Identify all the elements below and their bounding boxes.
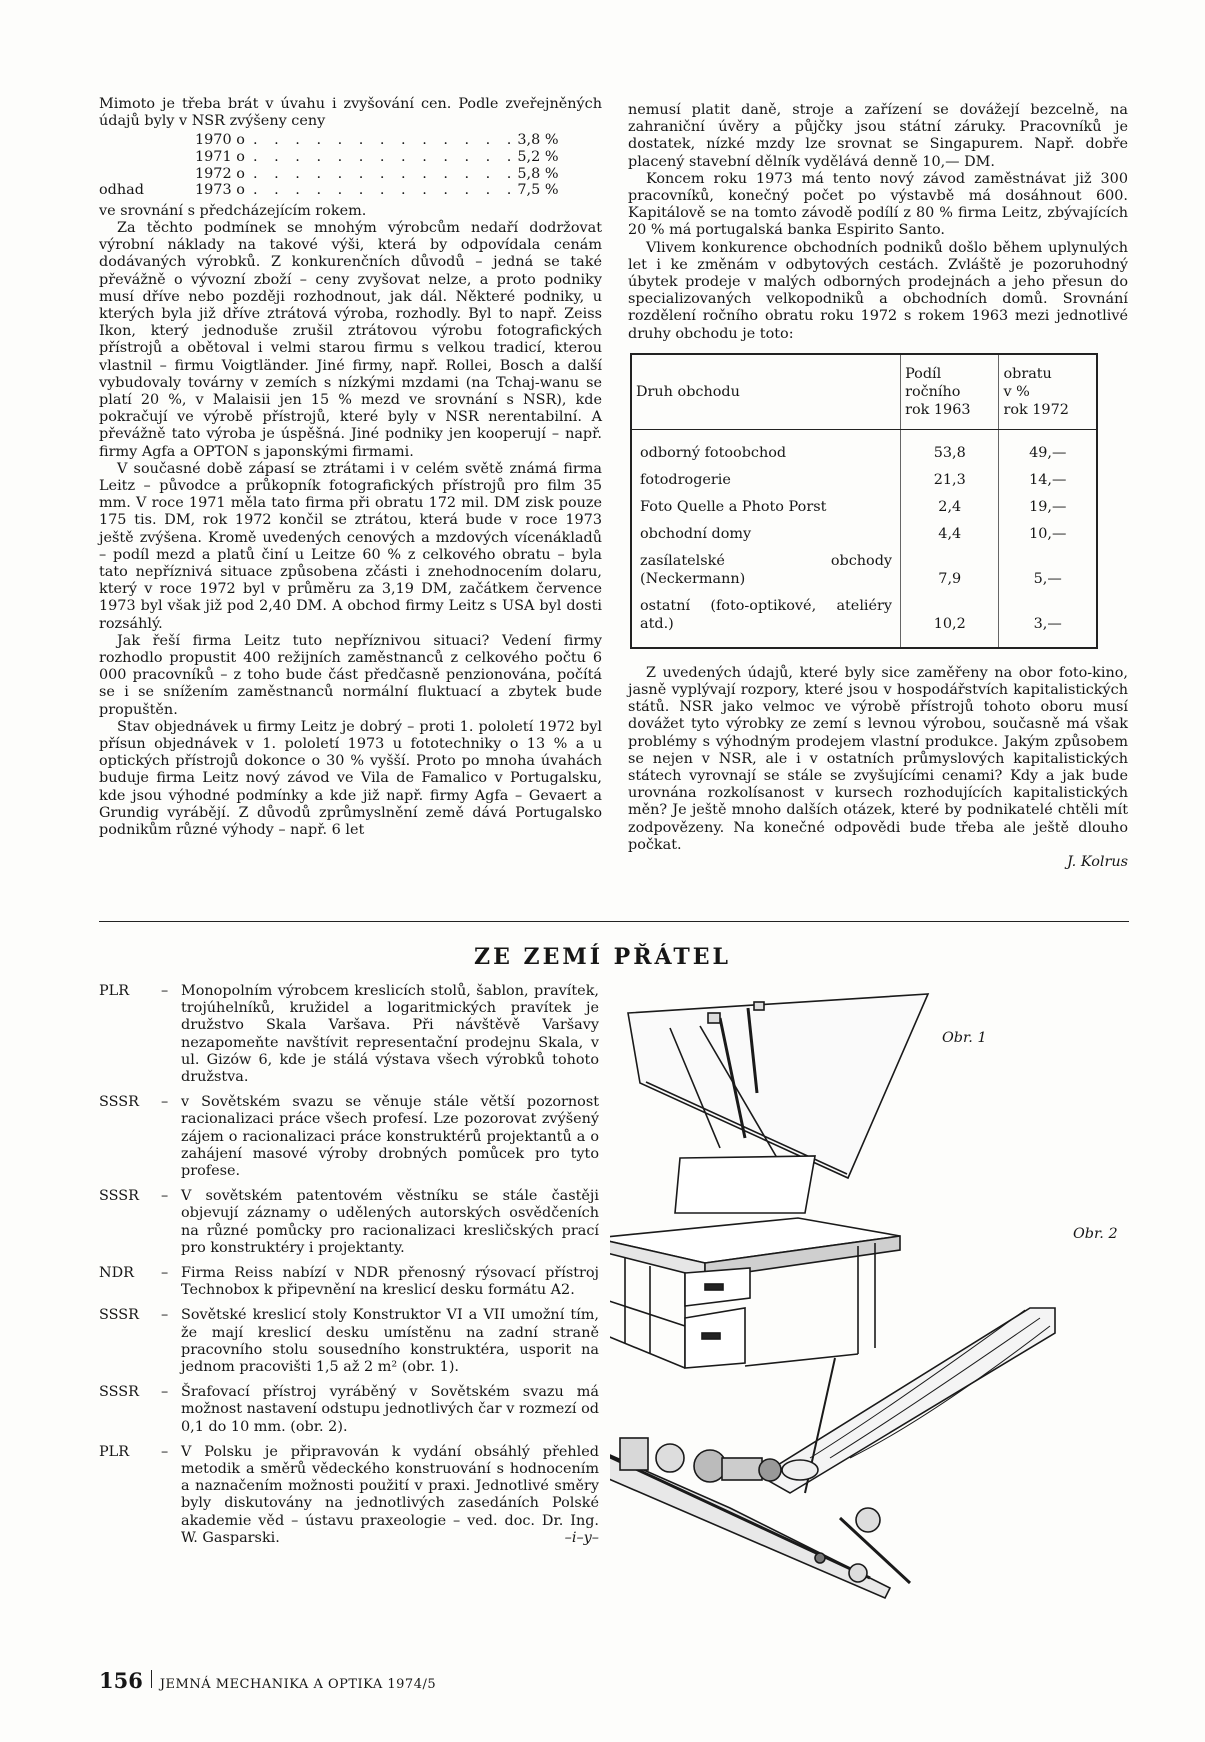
footer-separator xyxy=(151,1670,152,1688)
share-1963-cell: 4,4 xyxy=(901,519,999,546)
news-dash: – xyxy=(161,1443,169,1460)
share-1963-cell: 53,8 xyxy=(901,429,999,465)
share-1972-cell: 3,— xyxy=(1033,615,1062,632)
share-1972-cell: 10,— xyxy=(1029,525,1067,542)
news-text xyxy=(181,1444,599,1547)
drawing-desk-figure xyxy=(610,994,928,1368)
table-row xyxy=(631,429,1097,465)
conclusion-paragraph: Z uvedených údajů, které byly sice zaměřeny na obor foto-kino, jasně vyplývají rozpory, které jsou v hospodářstvích kapitalistických států. NSR jako velmoc ve výrobě přístrojů tohoto oboru musí dovážet tyto výrobky ze zemí s levnou výrobou, současně má však problémy s výhodným prodejem vlastní produkce. Jakým způsobem se nejen v NSR, ale i v ostatních průmyslových kapitalistických státech vyrovnají se stále se zvyšujícími cenami? Kdy a jak bude urovnána rozkolísanost v kursech rozhodujících kapitalistických měn? Je ještě mnoho dalších otázek, které by podnikatelé chtěli mít zodpovězeny. Na konečné odpovědi bude třeba ale ještě dlouho počkat. xyxy=(628,664,1128,853)
news-text-content: V sovětském patentovém věstníku se stále častěji objevují záznamy o udělených autorských osvědčeních na různé pomůcky pro racionalizaci kresličských prací pro konstruktéry i projektanty. xyxy=(181,1188,599,1256)
header-text: v % xyxy=(1003,383,1030,400)
paragraph: Za těchto podmínek se mnohým výrobcům nedaří dodržovat výrobní náklady na takové výši, která by odpovídala cenám dodávaných výrobků. Z konkurenčních důvodů – jedná se také převážně o vývozní zboží – ceny zvyšovat nelze, a proto podniky musí dříve nebo později rozhodnout, jak dál. Některé podniky, u kterých byla již dříve ztrátová výroba, rozhodly. Byl to např. Zeiss Ikon, který jednoduše zrušil ztrátovou výrobu fotografických přístrojů a obětoval i velmi starou firmu s velkou tradicí, kterou vlastnil – firmu Voigtländer. Jiné firmy, např. Rollei, Bosch a další vybudovaly továrny v zemích s nízkými mzdami (na Tchaj-wanu se platí 20 %, v Malaisii jen 15 % mezd ve srovnání s NSR), kde pokračují ve výrobě přístrojů, které byly v NSR nerentabilní. A převážně tato výroba je úspěšná. Jiné podniky jen kooperují – např. firmy Agfa a OPTON s japonskými firmami. xyxy=(99,219,602,460)
share-1963-cell: 2,4 xyxy=(901,492,999,519)
share-1972-cell: 5,— xyxy=(1033,570,1062,587)
news-item xyxy=(99,1444,599,1547)
header-1972 xyxy=(999,354,1097,430)
fig2-label: Obr. 2 xyxy=(1073,1226,1118,1242)
header-text: rok 1972 xyxy=(1003,401,1069,418)
price-dots: . . . . . . . . . . . . . xyxy=(253,165,518,182)
price-row xyxy=(99,182,602,199)
news-dash: – xyxy=(161,1384,169,1401)
news-country: SSSR xyxy=(99,1188,139,1205)
price-label xyxy=(99,149,195,166)
header-trade-type: Druh obchodu xyxy=(631,354,901,430)
price-dots: . . . . . . . . . . . . . xyxy=(253,132,518,149)
share-1972-cell: 14,— xyxy=(1029,471,1067,488)
trade-type-cell: fotodrogerie xyxy=(640,471,731,488)
price-increase-table xyxy=(99,132,602,198)
trade-type-cell: ostatní (foto-optikové, ateliéry atd.) xyxy=(640,597,893,632)
header-text: rok 1963 xyxy=(905,401,971,418)
paragraph: Jak řeší firma Leitz tuto nepříznivou situaci? Vedení firmy rozhodlo propustit 400 režijních zaměstnanců z celkového počtu 6 000 pracovníků – z toho bude část předčasně penzionována, počítá se i se snížením zaměstnanců normální fluktuací a zbytek bude propuštěn. xyxy=(99,632,602,718)
share-1963-cell: 7,9 xyxy=(901,546,999,591)
news-signature: –i–y– xyxy=(564,1529,599,1546)
page-footer xyxy=(99,1668,436,1693)
news-country: PLR xyxy=(99,1443,130,1460)
news-dash: – xyxy=(161,983,169,999)
paragraph: Vlivem konkurence obchodních podniků došlo během uplynulých let i ke změnám v odbytových cestách. Zvláště je pozoruhodný úbytek prodeje v malých odborných prodejnách a jeho přesun do specializovaných velkopodniků a obchodních domů. Srovnání rozdělení ročního obratu roku 1972 s rokem 1963 mezi jednotlivé druhy obchodu je toto: xyxy=(628,239,1128,342)
paragraph: nemusí platit daně, stroje a zařízení se dovážejí bezcelně, na zahraniční úvěry a půjčky jsou státní záruky. Pracovníků je dostatek, nízké mzdy lze srovnat se Singapurem. Např. dobře placený stavební dělník vydělává denně 10,— DM. xyxy=(628,102,1128,170)
price-dots: . . . . . . . . . . . . . xyxy=(253,182,518,199)
price-label: odhad xyxy=(99,182,144,199)
price-value: 3,8 % xyxy=(517,132,559,149)
news-text-content: Sovětské kreslicí stoly Konstruktor VI a VII umožní tím, že mají kreslicí desku umístěnu na zadní straně pracovního stolu sousedního konstruktéra, usporit na jednom pracovišti 1,5 až 2 m² (obr. 1). xyxy=(181,1307,599,1376)
news-text-content: Šrafovací přístroj vyráběný v Sovětském svazu má možnost nastavení odstupu jednotlivých čar v rozmezí od 0,1 do 10 mm. (obr. 2). xyxy=(181,1384,599,1435)
price-value: 5,2 % xyxy=(517,149,559,165)
header-text: obratu xyxy=(1003,365,1052,382)
journal-name: JEMNÁ MECHANIKA A OPTIKA 1974/5 xyxy=(159,1677,437,1692)
price-year: 1970 o xyxy=(195,132,245,149)
price-dots: . . . . . . . . . . . . . xyxy=(253,149,518,165)
news-text-content: Firma Reiss nabízí v NDR přenosný rýsovací přístroj Technobox k připevnění na kreslicí desku formátu A2. xyxy=(181,1265,599,1299)
drawing-table-illustration xyxy=(610,988,1140,1608)
news-text xyxy=(181,983,599,1086)
news-text xyxy=(181,1307,599,1376)
news-item xyxy=(99,1384,599,1436)
trade-type-cell: Foto Quelle a Photo Porst xyxy=(640,498,827,515)
news-country: SSSR xyxy=(99,1094,139,1111)
news-country: NDR xyxy=(99,1265,134,1282)
price-row xyxy=(99,149,602,166)
fig1-label: Obr. 1 xyxy=(942,1030,987,1046)
price-year: 1971 o xyxy=(195,149,245,165)
right-column xyxy=(628,102,1128,871)
left-column xyxy=(99,96,602,839)
header-text: ročního xyxy=(905,383,961,400)
page-number: 156 xyxy=(99,1668,143,1693)
table-row xyxy=(631,465,1097,492)
section-title: ZE ZEMÍ PŘÁTEL xyxy=(474,944,731,970)
paragraph: Stav objednávek u firmy Leitz je dobrý – proti 1. pololetí 1972 byl přísun objednávek v 1. pololetí 1973 u fototechniky o 13 % a u optických přístrojů dokonce o 30 % vyšší. Proto po mnoha úvahách buduje firma Leitz nový závod ve Vila de Famalico v Portugalsku, kde jsou výhodné podmínky a kde již např. firmy Agfa – Gevaert a Grundig vyrábějí. Z důvodů zprůmyslnění země dává Portugalsko podnikům různé výhody – např. 6 let xyxy=(99,718,602,839)
table-row xyxy=(631,591,1097,648)
news-item xyxy=(99,983,599,1086)
section-divider xyxy=(99,921,1129,922)
news-item xyxy=(99,1094,599,1180)
news-country: SSSR xyxy=(99,1307,139,1324)
news-country: SSSR xyxy=(99,1384,139,1401)
news-text xyxy=(181,1384,599,1436)
table-row xyxy=(631,519,1097,546)
news-dash: – xyxy=(161,1307,169,1324)
price-label xyxy=(99,132,195,149)
news-text-content: V Polsku je připravován k vydání obsáhlý přehled metodik a směrů vědeckého konstruování s hodnocením a naznačením možnosti použití v praxi. Jednotlivé směry byly diskutovány na jednotlivých zasedáních Polské akademie věd – ústavu praxeologie – ved. doc. Dr. Ing. W. Gasparski. xyxy=(181,1443,599,1546)
price-value: 5,8 % xyxy=(517,165,559,182)
table-row xyxy=(631,492,1097,519)
news-item xyxy=(99,1265,599,1299)
author-signature: J. Kolrus xyxy=(1067,854,1128,871)
table-row xyxy=(631,546,1097,591)
price-row xyxy=(99,132,602,149)
news-text xyxy=(181,1188,599,1257)
news-dash: – xyxy=(161,1265,169,1282)
after-table-text: ve srovnání s předcházejícím rokem. xyxy=(99,202,367,219)
price-row xyxy=(99,166,602,183)
price-value: 7,5 % xyxy=(517,182,559,199)
paragraph: Koncem roku 1973 má tento nový závod zaměstnávat již 300 pracovníků, konečný počet po výstavbě má dosáhnout 600. Kapitálově se na tomto závodě podílí z 80 % firma Leitz, zbývajících 20 % má portugalská banka Espirito Santo. xyxy=(628,170,1128,239)
news-country: PLR xyxy=(99,983,130,999)
trade-type-cell: obchodní domy xyxy=(640,525,752,542)
header-text: Podíl xyxy=(905,365,942,382)
news-item xyxy=(99,1307,599,1376)
price-year: 1972 o xyxy=(195,165,245,182)
paragraph: V současné době zápasí se ztrátami i v celém světě známá firma Leitz – původce a průkopník fotografických přístrojů pro film 35 mm. V roce 1971 měla tato firma při obratu 172 mil. DM zisk pouze 175 tis. DM, rok 1972 končil se ztrátou, která bude v roce 1973 ještě zvýšena. Kromě uvedených cenových a mzdových vícenákladů – podíl mezd a platů činí u Leitze 60 % z celkového obratu – byla tato nepříznivá situace způsobena zčásti i znehodnocením dolaru, který v roce 1972 byl v průměru za 3,19 DM, začátkem července 1973 byl však již pod 2,40 DM. A obchod firmy Leitz s USA byl dosti rozsáhlý. xyxy=(99,460,602,632)
news-item xyxy=(99,1188,599,1257)
header-1963 xyxy=(901,354,999,430)
news-text xyxy=(181,1265,599,1299)
news-list xyxy=(99,983,599,1555)
news-text-content: Monopolním výrobcem kreslicích stolů, šablon, pravítek, trojúhelníků, kružidel a logaritmických pravítek je družstvo Skala Varšava. Při návštěvě Varšavy nezapomeňte navštívit representační prodejnu Skala, v ul. Gizów 6, kde je stálá výstava všech výrobků tohoto družstva. xyxy=(181,983,599,1086)
price-label xyxy=(99,166,195,183)
turnover-share-table xyxy=(630,353,1098,649)
news-dash: – xyxy=(161,1094,169,1111)
intro-paragraph: Mimoto je třeba brát v úvahu i zvyšování cen. Podle zveřejněných údajů byly v NSR zvýšeny ceny xyxy=(99,96,602,130)
share-1963-cell: 21,3 xyxy=(901,465,999,492)
trade-type-cell: odborný fotoobchod xyxy=(640,444,787,461)
share-1963-cell: 10,2 xyxy=(901,591,999,648)
trade-type-cell: zasílatelské obchody (Neckermann) xyxy=(640,552,893,587)
news-text xyxy=(181,1094,599,1180)
hatching-device-figure xyxy=(610,1308,1055,1598)
share-1972-cell: 19,— xyxy=(1029,498,1067,515)
news-text-content: v Sovětském svazu se věnuje stále větší pozornost racionalizaci práce všech profesí. Lze pozorovat zvýšený zájem o racionalizaci práce konstruktérů projektantů a o zahájení masové výroby drobných pomůcek pro tyto profese. xyxy=(181,1094,599,1180)
share-1972-cell: 49,— xyxy=(1029,444,1067,461)
news-dash: – xyxy=(161,1188,169,1205)
figures xyxy=(610,988,1140,1608)
price-year: 1973 o xyxy=(195,182,245,199)
